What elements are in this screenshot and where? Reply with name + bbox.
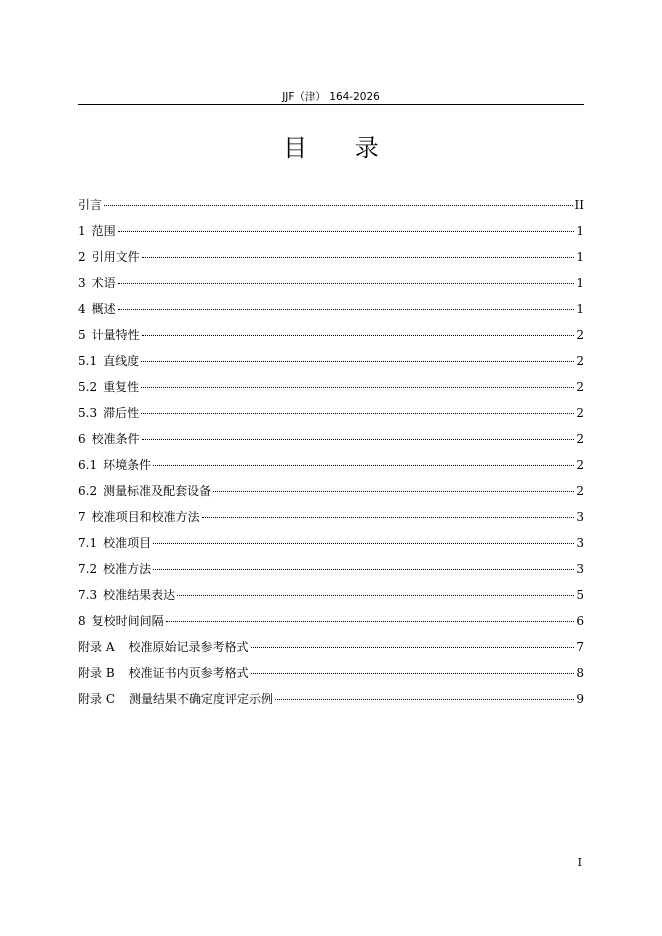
- toc-entry-number: 7.1: [78, 536, 98, 550]
- toc-entry-page: 2: [576, 354, 584, 368]
- toc-entry-page: 3: [576, 536, 584, 550]
- toc-entry-label: 引言: [78, 198, 103, 212]
- toc-entry-number: 7.3: [78, 588, 98, 602]
- toc-entry-number: 5.1: [78, 354, 98, 368]
- toc-entry-number: 附录 B: [78, 666, 115, 680]
- toc-entry-page: 9: [576, 692, 584, 706]
- toc-entry-number: 附录 A: [78, 640, 115, 654]
- toc-entry-page: 2: [576, 484, 584, 498]
- toc-entry-page: 7: [576, 640, 584, 654]
- dot-leader: [142, 335, 575, 336]
- toc-entry-label: 测量结果不确定度评定示例: [129, 692, 274, 706]
- dot-leader: [118, 231, 575, 232]
- toc-entry-number: 附录 C: [78, 692, 115, 706]
- toc-entry-number: 7.2: [78, 562, 98, 576]
- toc-entry-label: 测量标准及配套设备: [103, 484, 212, 498]
- toc-entry[interactable]: [78, 664, 584, 690]
- toc-entry[interactable]: [78, 690, 584, 716]
- toc-entry[interactable]: [78, 456, 584, 482]
- toc-entry-number: 6.1: [78, 458, 98, 472]
- toc-entry[interactable]: [78, 482, 584, 508]
- toc-entry[interactable]: [78, 638, 584, 664]
- toc-entry-number: 7: [78, 510, 86, 524]
- dot-leader: [104, 205, 573, 206]
- toc-entry-page: 6: [576, 614, 584, 628]
- dot-leader: [275, 699, 574, 700]
- dot-leader: [153, 465, 574, 466]
- dot-leader: [141, 361, 574, 362]
- toc-title: 目 录: [283, 134, 399, 162]
- toc-entry-number: 5.3: [78, 406, 98, 420]
- dot-leader: [213, 491, 574, 492]
- dot-leader: [166, 621, 575, 622]
- dot-leader: [141, 413, 574, 414]
- toc-entry[interactable]: [78, 326, 584, 352]
- running-header: JJF（津） 164-2026: [282, 91, 380, 103]
- toc-entry-number: 5: [78, 328, 86, 342]
- dot-leader: [118, 283, 575, 284]
- toc-entry-label: 范围: [91, 224, 116, 238]
- toc-entry-page: 2: [576, 432, 584, 446]
- toc-entry-page: 3: [576, 510, 584, 524]
- toc-entry[interactable]: [78, 248, 584, 274]
- dot-leader: [153, 543, 574, 544]
- toc-entry[interactable]: [78, 300, 584, 326]
- toc-entry-label: 环境条件: [103, 458, 152, 472]
- toc-entry[interactable]: [78, 352, 584, 378]
- dot-leader: [251, 647, 575, 648]
- toc-entry-page: 1: [576, 302, 584, 316]
- toc-entry-page: 2: [576, 458, 584, 472]
- toc-entry-label: 校准方法: [103, 562, 152, 576]
- toc-entry-page: 1: [576, 224, 584, 238]
- toc-entry-label: 复校时间间隔: [91, 614, 164, 628]
- toc-entry-page: 1: [576, 276, 584, 290]
- toc-entry-label: 重复性: [103, 380, 140, 394]
- toc-entry-label: 引用文件: [91, 250, 140, 264]
- toc-entry[interactable]: [78, 586, 584, 612]
- toc-entry-number: 6.2: [78, 484, 98, 498]
- toc-entry[interactable]: [78, 222, 584, 248]
- table-of-contents: [78, 196, 584, 716]
- toc-entry-page: II: [574, 198, 584, 212]
- dot-leader: [153, 569, 574, 570]
- toc-entry-page: 2: [576, 328, 584, 342]
- header-rule: [78, 104, 584, 105]
- toc-entry[interactable]: [78, 378, 584, 404]
- toc-entry-number: 1: [78, 224, 86, 238]
- toc-entry-page: 2: [576, 380, 584, 394]
- toc-entry-label: 校准原始记录参考格式: [128, 640, 249, 654]
- dot-leader: [142, 439, 575, 440]
- toc-entry-number: 2: [78, 250, 86, 264]
- toc-entry[interactable]: [78, 274, 584, 300]
- toc-entry[interactable]: [78, 508, 584, 534]
- toc-entry-label: 校准结果表达: [103, 588, 176, 602]
- toc-entry-label: 术语: [91, 276, 116, 290]
- toc-entry-number: 4: [78, 302, 86, 316]
- toc-entry-label: 校准项目: [103, 536, 152, 550]
- toc-entry-number: 3: [78, 276, 86, 290]
- toc-entry-label: 校准项目和校准方法: [91, 510, 200, 524]
- toc-entry-label: 校准条件: [91, 432, 140, 446]
- toc-entry-number: 6: [78, 432, 86, 446]
- toc-entry-number: 8: [78, 614, 86, 628]
- toc-entry-label: 直线度: [103, 354, 140, 368]
- dot-leader: [177, 595, 574, 596]
- dot-leader: [202, 517, 575, 518]
- toc-entry[interactable]: [78, 612, 584, 638]
- toc-entry-number: 5.2: [78, 380, 98, 394]
- toc-entry[interactable]: [78, 560, 584, 586]
- toc-entry-label: 校准证书内页参考格式: [128, 666, 249, 680]
- toc-entry-label: 计量特性: [91, 328, 140, 342]
- toc-entry-page: 2: [576, 406, 584, 420]
- dot-leader: [118, 309, 575, 310]
- toc-entry[interactable]: [78, 430, 584, 456]
- toc-entry[interactable]: [78, 534, 584, 560]
- dot-leader: [251, 673, 575, 674]
- toc-entry[interactable]: [78, 196, 584, 222]
- toc-entry[interactable]: [78, 404, 584, 430]
- dot-leader: [141, 387, 574, 388]
- toc-entry-page: 1: [576, 250, 584, 264]
- dot-leader: [142, 257, 575, 258]
- toc-entry-page: 5: [576, 588, 584, 602]
- toc-entry-page: 3: [576, 562, 584, 576]
- toc-entry-page: 8: [576, 666, 584, 680]
- toc-entry-label: 滞后性: [103, 406, 140, 420]
- page-number: I: [577, 856, 582, 869]
- toc-entry-label: 概述: [91, 302, 116, 316]
